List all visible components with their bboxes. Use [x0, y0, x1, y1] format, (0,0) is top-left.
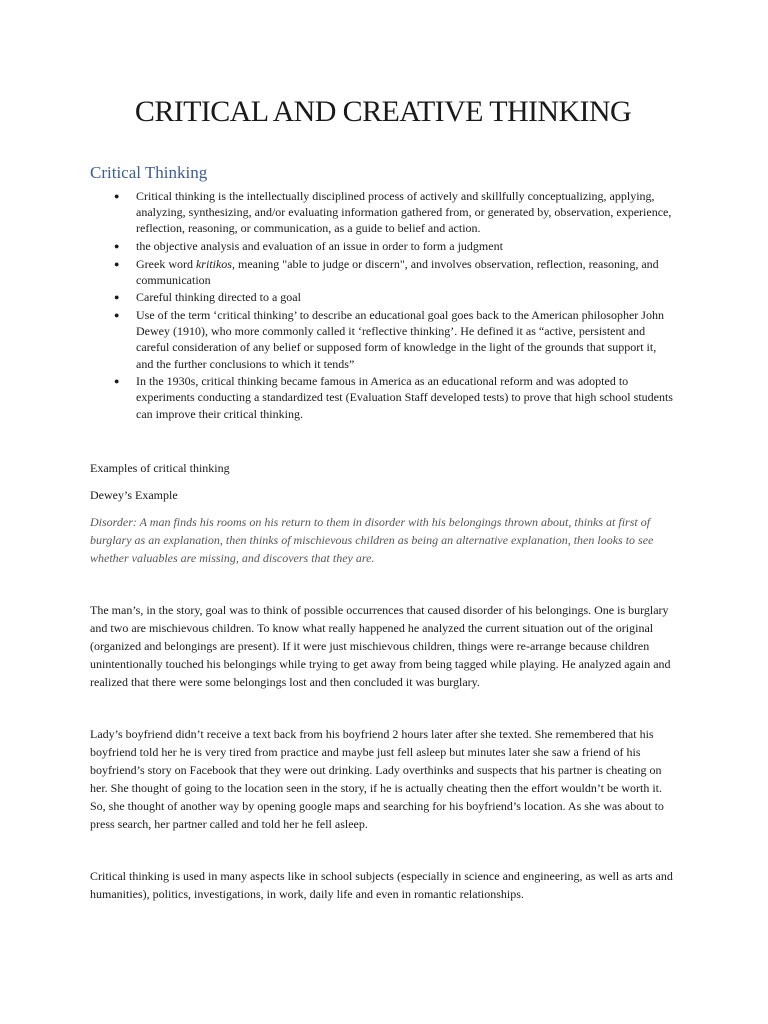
bullet-item — [114, 307, 676, 372]
bullet-dot-icon: ● — [114, 309, 120, 320]
bullet-item — [114, 256, 676, 288]
bullet-dot-icon: ● — [114, 191, 120, 201]
document-title: CRITICAL AND CREATIVE THINKING — [134, 95, 632, 128]
bullet-text-pre: Greek word — [136, 256, 196, 271]
dewey-example-heading: Dewey’s Example — [90, 487, 178, 502]
bullet-text: the objective analysis and evaluation of an issue in order to form a judgment — [136, 239, 503, 253]
body-paragraph-lady-story: Lady’s boyfriend didn’t receive a text back from his boyfriend 2 hours later after she texted. She remembered that his boyfriend told her he is very tired from practice and maybe just fell asleep but minutes later she saw a friend of his boyfriend’s story on Facebook that they were out drinking. Lady overthinks and suspects that his partner is cheating on her. She thought of going to the location seen in the story, if he is actually cheating then the effort wouldn’t be worth it. So, she thought of another way by opening google maps and searching for his boyfriend’s location. As she was about to press search, her partner called and told her he fell asleep. — [90, 726, 664, 831]
bullet-text: Critical thinking is the intellectually disciplined process of actively and skillfully conceptualizing, applying, analyzing, synthesizing, and/or evaluating information gathered from, or generated by, observation, experience, reflection, reasoning, or communication, as a guide to belief and action. — [136, 189, 672, 236]
bullet-dot-icon: ● — [114, 241, 120, 251]
section-heading-critical-thinking: Critical Thinking — [90, 163, 208, 182]
body-paragraph-conclusion: Critical thinking is used in many aspects like in school subjects (especially in science and engineering, as well as arts and humanities), politics, investigations, in work, daily life and even in romantic relationships. — [90, 868, 673, 901]
bullet-text-post: , meaning "able to judge or discern", and involves observation, reflection, reasoning, and communication — [136, 256, 659, 287]
body-paragraph-mans-story: The man’s, in the story, goal was to think of possible occurrences that caused disorder of his belongings. One is burglary and two are mischievous children. To know what really happened he analyzed the current situation out of the original (organized and belongings are present). If it were just mischievous children, things were re-arrange because children unintentionally touched his belongings while trying to get away from being tagged while playing. He analyzed again and realized that there were some belongings lost and then concluded it was burglary. — [90, 602, 671, 689]
bullet-dot-icon: ● — [114, 292, 120, 303]
bullet-text: In the 1930s, critical thinking became famous in America as an educational reform and was adopted to experiments conducting a standardized test (Evaluation Staff developed tests) to prove that high school students can improve their critical thinking. — [136, 374, 673, 421]
bullet-item — [114, 188, 676, 237]
bullet-item — [114, 289, 676, 305]
disorder-quote: Disorder: A man finds his rooms on his return to them in disorder with his belongings thrown about, thinks at first of burglary as an explanation, then thinks of mischievous children as being an alternative explanation, then looks to see whether valuables are missing, and discovers that they are. — [90, 514, 654, 565]
bullet-item — [114, 373, 676, 422]
bullet-item — [114, 238, 676, 254]
bullet-text: Careful thinking directed to a goal — [136, 290, 301, 305]
critical-thinking-bullet-list — [90, 188, 676, 422]
bullet-dot-icon: ● — [114, 258, 120, 269]
bullet-dot-icon: ● — [114, 376, 120, 387]
examples-heading: Examples of critical thinking — [90, 460, 230, 475]
bullet-text: Use of the term ‘critical thinking’ to describe an educational goal goes back to the American philosopher John Dewey (1910), who more commonly called it ‘reflective thinking’. He defined it as “active, persistent and careful consideration of any belief or supposed form of knowledge in the light of the grounds that support it, and the further conclusions to which it tends” — [136, 307, 664, 371]
bullet-text-emphasis: kritikos — [195, 256, 232, 271]
